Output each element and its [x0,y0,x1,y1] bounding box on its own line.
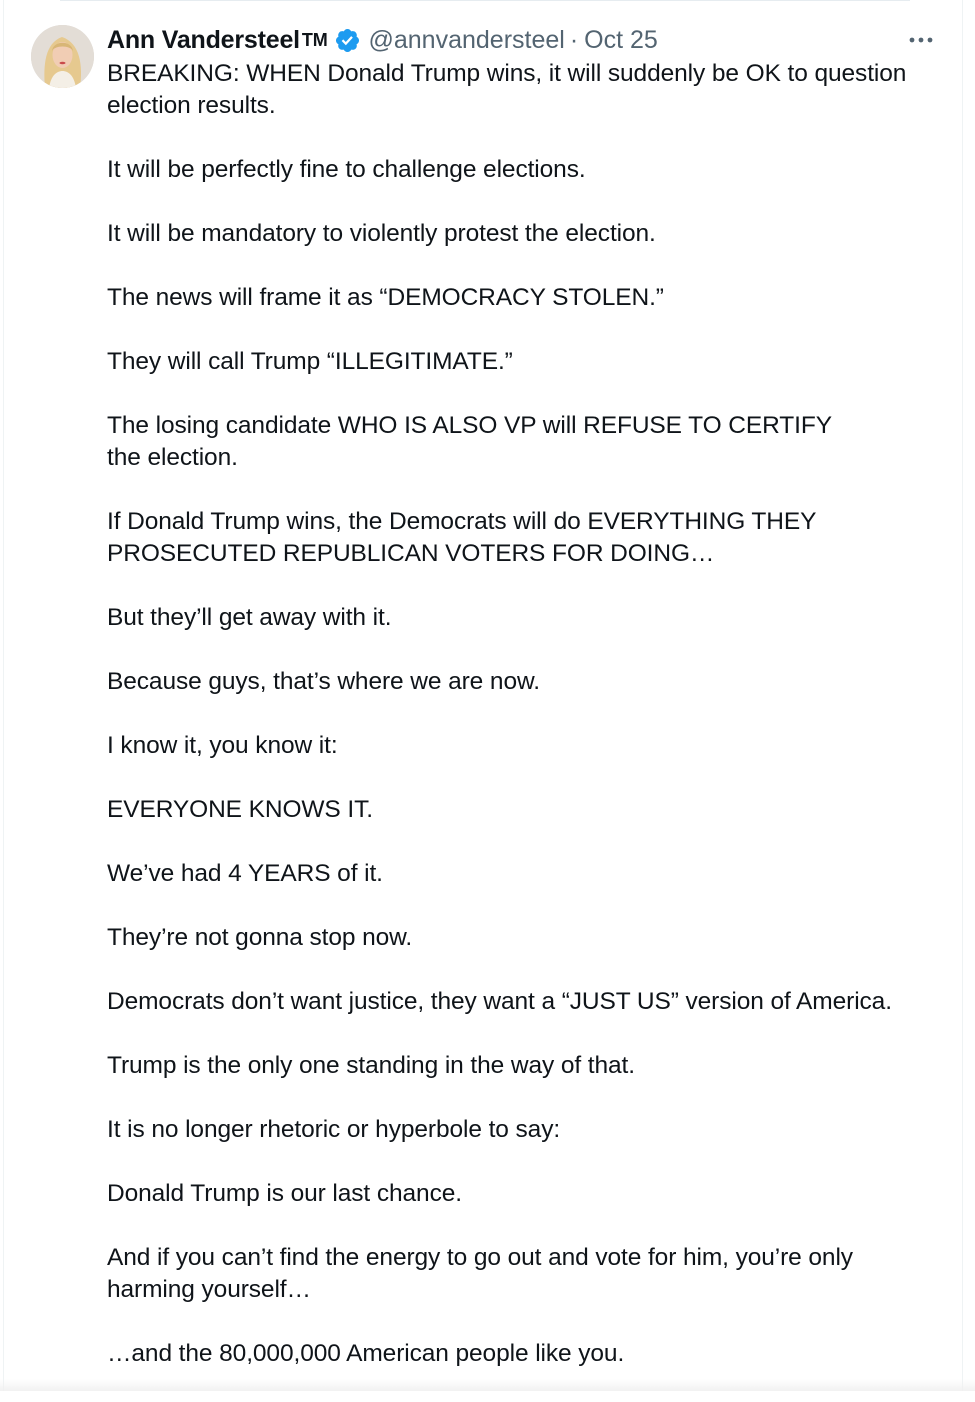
tweet-paragraph: But they’ll get away with it. [107,604,392,631]
divider [60,0,910,1]
tweet-paragraph: We’ve had 4 YEARS of it. [107,860,383,887]
tweet-paragraph: It will be perfectly fine to challenge elections. [107,156,586,183]
display-name[interactable]: Ann Vandersteel [107,26,300,54]
tweet-paragraph: Donald Trump is our last chance. [107,1180,462,1207]
tweet-paragraph: Trump is the only one standing in the way of that. [107,1052,635,1079]
tweet-text [107,58,927,1402]
avatar[interactable] [31,25,94,88]
tweet-paragraph: BREAKING: WHEN Donald Trump wins, it will suddenly be OK to question election results. [107,60,914,119]
tweet-paragraph: Because guys, that’s where we are now. [107,668,540,695]
tweet-paragraph: EVERYONE KNOWS IT. [107,796,373,823]
bottom-fade [0,1379,975,1391]
tweet-paragraph: The news will frame it as “DEMOCRACY STOLEN.” [107,284,664,311]
tweet-paragraph: …and the 80,000,000 American people like you. [107,1340,625,1367]
tweet-paragraph: I know it, you know it: [107,732,338,759]
tweet-paragraph: If Donald Trump wins, the Democrats will do EVERYTHING THEY PROSECUTED REPUBLICAN VOTERS FOR DOING… [107,508,823,567]
tweet-paragraph: Democrats don’t want justice, they want a “JUST US” version of America. [107,988,892,1015]
tweet-paragraph: And if you can’t find the energy to go out and vote for him, you’re only harming yourself… [107,1244,860,1303]
tweet-paragraph: It will be mandatory to violently protest the election. [107,220,656,247]
user-handle[interactable]: @annvandersteel [368,26,565,54]
tweet-paragraph: They will call Trump “ILLEGITIMATE.” [107,348,513,375]
tweet-timestamp[interactable]: Oct 25 [584,26,658,54]
name-suffix: TM [301,30,328,50]
more-horizontal-icon[interactable] [904,28,938,52]
tweet-header [107,24,658,56]
tweet-paragraph: It is no longer rhetoric or hyperbole to say: [107,1116,561,1143]
tweet-paragraph: They’re not gonna stop now. [107,924,413,951]
separator-dot: · [569,26,579,54]
verified-badge-icon[interactable] [334,27,361,54]
avatar-image [31,25,94,88]
tweet-paragraph: The losing candidate WHO IS ALSO VP will REFUSE TO CERTIFY the election. [107,412,839,471]
